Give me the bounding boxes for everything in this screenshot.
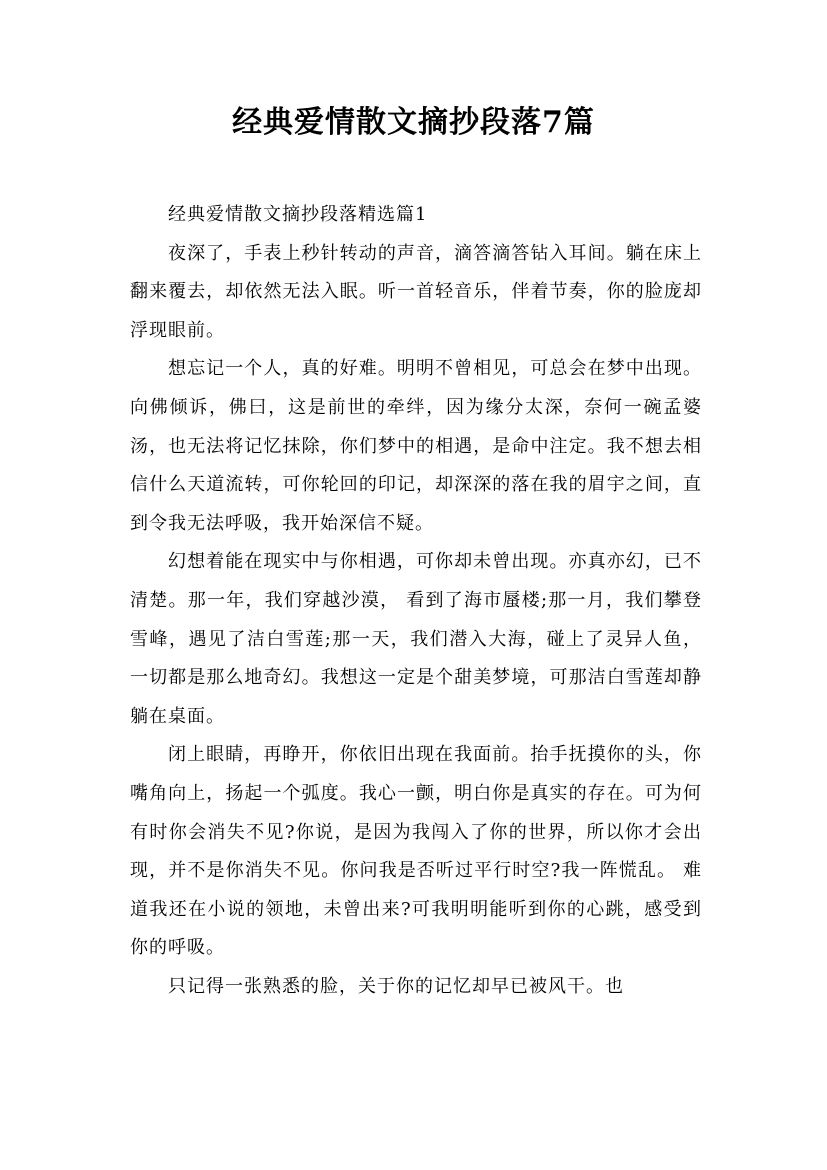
document-body <box>130 196 702 1006</box>
paragraph: 只记得一张熟悉的脸，关于你的记忆却早已被风干。也 <box>168 975 624 997</box>
paragraph: 夜深了，手表上秒针转动的声音，滴答滴答钻入耳间。躺在床上翻来覆去，却依然无法入眠。听一首轻音乐，伴着节奏，你的脸庞却浮现眼前。 <box>130 242 702 341</box>
paragraph: 闭上眼睛，再睁开，你依旧出现在我面前。抬手抚摸你的头，你嘴角向上，扬起一个弧度。我心一颤，明白你是真实的存在。可为何有时你会消失不见?你说，是因为我闯入了你的世界，所以你才会出现，并不是你消失不见。你问我是否听过平行时空?我一阵慌乱。 难道我还在小说的领地，未曾出来?可我明明能听到你的心跳，感受到你的呼吸。 <box>130 744 702 959</box>
paragraph: 想忘记一个人，真的好难。明明不曾相见，可总会在梦中出现。向佛倾诉，佛曰，这是前世的牵绊，因为缘分太深，奈何一碗孟婆汤，也无法将记忆抹除，你们梦中的相遇，是命中注定。我不想去相信什么天道流转，可你轮回的印记，却深深的落在我的眉宇之间，直到令我无法呼吸，我开始深信不疑。 <box>130 358 702 534</box>
paragraph: 幻想着能在现实中与你相遇，可你却未曾出现。亦真亦幻，已不清楚。那一年，我们穿越沙漠， 看到了海市蜃楼;那一月，我们攀登雪峰，遇见了洁白雪莲;那一天，我们潜入大海，碰上了灵异人鱼，一切都是那么地奇幻。我想这一定是个甜美梦境，可那洁白雪莲却静躺在桌面。 <box>130 551 702 727</box>
document-title: 经典爱情散文摘抄段落7篇 <box>232 105 595 140</box>
section-heading: 经典爱情散文摘抄段落精选篇1 <box>168 204 428 225</box>
